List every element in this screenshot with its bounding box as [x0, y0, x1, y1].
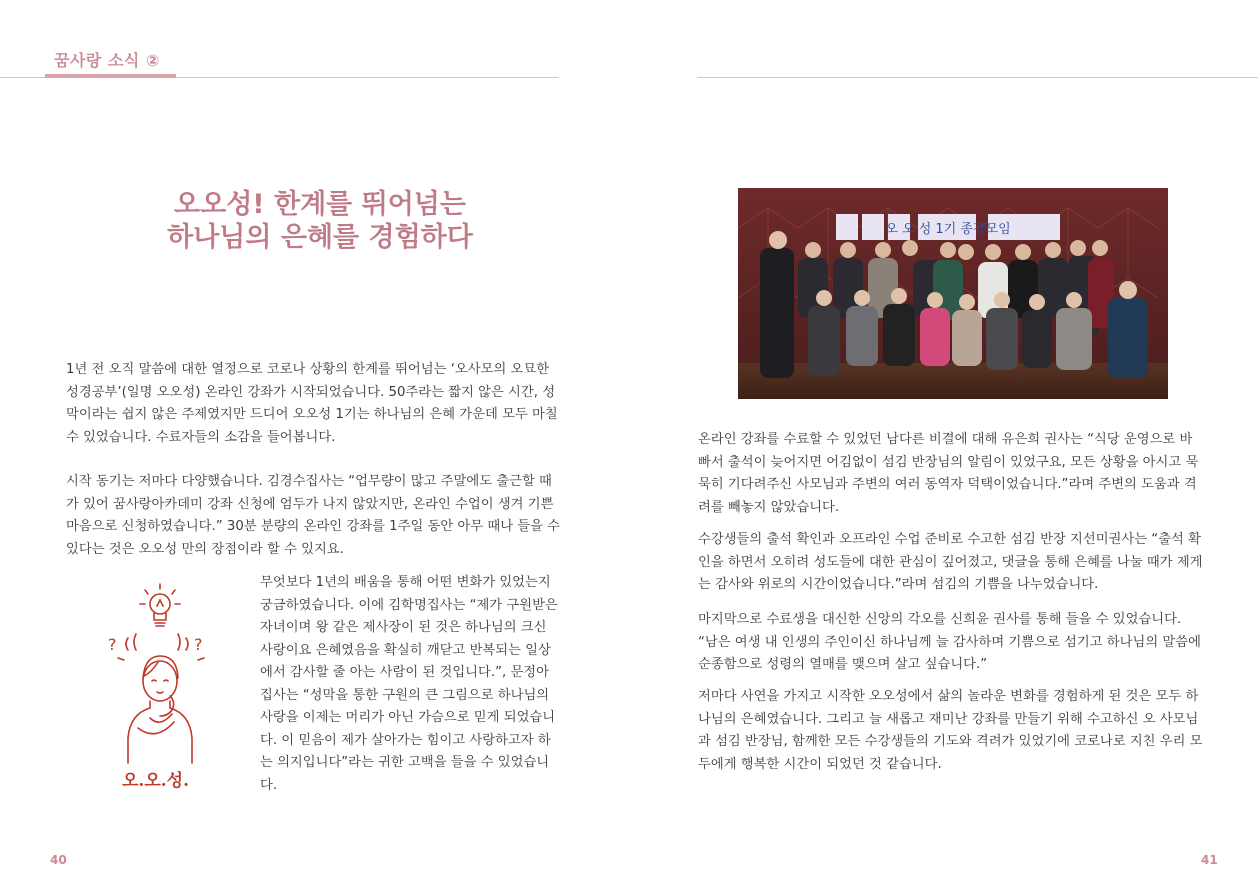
- motivation-paragraph: 시작 동기는 저마다 다양했습니다. 김경수집사는 “업무량이 많고 주말에도 출근할 때가 있어 꿈사랑아카데미 강좌 신청에 엄두가 나지 않았지만, 온라인 수업이 생겨 기쁜 마음으로 신청하였습니다.” 30분 분량의 온라인 강좌를 1주일 동안 아무 때나 들을 수 있다는 것은 오오성 만의 장점이라 할 수 있지요.: [66, 474, 561, 557]
- page-number-right: 41: [1201, 853, 1218, 867]
- section-label: 꿈사랑 소식 ②: [54, 51, 160, 70]
- header-divider-right: [697, 77, 1258, 78]
- lightbulb-icon: [100, 578, 230, 793]
- intro-paragraph: 1년 전 오직 말씀에 대한 열정으로 코로나 상황의 한계를 뛰어넘는 ‘오사모의 오묘한 성경공부’(일명 오오성) 온라인 강좌가 시작되었습니다. 50주라는 짧지 않은 시간, 성막이라는 쉽지 않은 주제였지만 드디어 오오성 1기는 하나님의 은혜 가운데 모두 마칠 수 있었습니다. 수료자들의 소감을 들어봅니다.: [66, 362, 558, 445]
- leader-paragraph: 수강생들의 출석 확인과 오프라인 수업 준비로 수고한 섬김 반장 지선미권사는 “출석 확인을 하면서 오히려 성도들에 대한 관심이 깊어졌고, 댓글을 통해 은혜를 나눌 때가 제게는 감사와 위로의 시간이었습니다.”라며 섬김의 기쁨을 나누었습니다.: [698, 532, 1203, 592]
- photo-banner-text: 오 오 성 1기 종강모임: [885, 222, 1011, 237]
- group-photo-image: [738, 188, 1168, 399]
- svg-text:?: ?: [194, 635, 203, 654]
- title-line-1: 오오성! 한계를 뛰어넘는: [174, 189, 466, 220]
- thinking-woman-illustration: [100, 578, 230, 793]
- header-accent-bar: [45, 74, 176, 78]
- change-paragraph: 무엇보다 1년의 배움을 통해 어떤 변화가 있었는지 궁금하였습니다. 이에 김학명집사는 “제가 구원받은 자녀이며 왕 같은 제사장이 된 것은 하나님의 크신 사랑이요 은혜였음을 확실히 깨닫고 반복되는 일상에서 감사할 줄 아는 사람이 된 것입니다.”, 문정아 집사는 “성막을 통한 구원의 큰 그림으로 하나님의 사랑을 이제는 머리가 아닌 가슴으로 믿게 되었습니다. 이 믿음이 제가 살아가는 힘이고 사랑하고자 하는 의지입니다”라는 귀한 고백을 들을 수 있었습니다.: [260, 575, 558, 793]
- page-number-left: 40: [50, 853, 67, 867]
- article-title: [100, 188, 540, 254]
- closing-paragraph: 저마다 사연을 가지고 시작한 오오성에서 삶의 놀라운 변화를 경험하게 된 것은 모두 하나님의 은혜였습니다. 그리고 늘 새롭고 재미난 강좌를 만들기 위해 수고하신 오 사모님과 섬김 반장님, 함께한 모든 수강생들의 기도와 격려가 있었기에 코로나로 지친 우리 모두에게 행복한 시간이 되었던 것 같습니다.: [698, 689, 1203, 772]
- secret-paragraph: 온라인 강좌를 수료할 수 있었던 남다른 비결에 대해 유은희 권사는 “식당 운영으로 바빠서 출석이 늦어지면 어김없이 섬김 반장님의 알림이 있었구요, 모든 상황을 아시고 묵묵히 기다려주신 사모님과 주변의 여러 동역자 덕택이었습니다.”라며 주변의 도움과 격려를 빼놓지 않았습니다.: [698, 432, 1199, 515]
- svg-text:?: ?: [108, 635, 117, 654]
- title-line-2: 하나님의 은혜를 경험하다: [167, 222, 473, 253]
- resolution-paragraph: 마지막으로 수료생을 대신한 신앙의 각오를 신희윤 권사를 통해 들을 수 있었습니다. “남은 여생 내 인생의 주인이신 하나님께 늘 감사하며 기쁨으로 섬기고 하나님의 말씀에 순종함으로 성령의 열매를 맺으며 살고 싶습니다.”: [698, 612, 1201, 672]
- group-photo: [738, 188, 1168, 399]
- illustration-caption: 오.오.성.: [122, 771, 190, 791]
